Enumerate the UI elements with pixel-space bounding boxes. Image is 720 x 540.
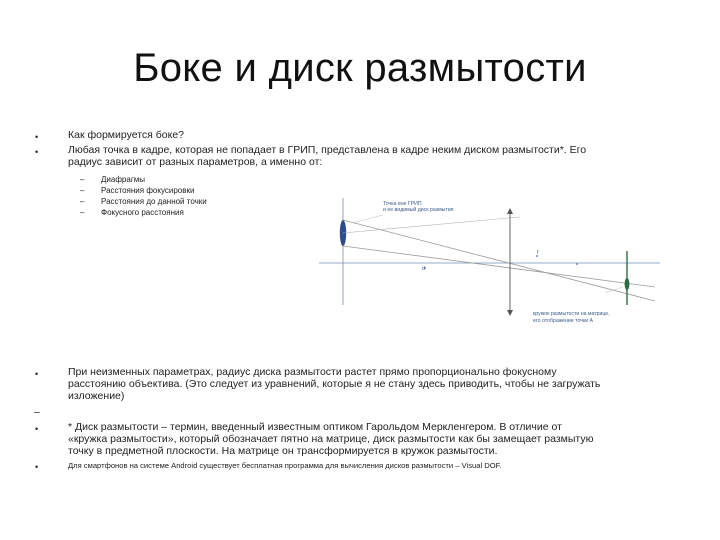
para-line-2: расстоянию объектива. (Это следует из уравнений, которые я не стану здесь приводить, чтобы не загружать (68, 378, 601, 390)
param-item-focal-length: Фокусного расстояния (101, 208, 184, 217)
leader-line (352, 215, 383, 223)
label-point-outside-dof-2: и ее видимый диск размытия (383, 207, 454, 213)
separator-dash: – (34, 406, 40, 418)
bullet-marker: • (35, 424, 39, 434)
optics-diagram-svg (315, 193, 660, 328)
ray-line (343, 246, 655, 287)
label-point-d: d (422, 266, 425, 272)
arrow-down-icon (507, 310, 513, 316)
note-line-3: точку в предметной плоскости. На матрице он трансформируется в кружок размытости. (68, 445, 498, 457)
bullet-marker: • (35, 462, 39, 472)
list-dash: – (80, 186, 85, 195)
ray-line (343, 217, 520, 233)
list-dash: – (80, 175, 85, 184)
bullet-marker: • (35, 147, 39, 157)
param-item-point-distance: Расстояния до данной точки (101, 197, 207, 206)
para-line-1: При неизменных параметрах, радиус диска размытости растет прямо пропорционально фокусному (68, 366, 557, 378)
optics-diagram (315, 193, 660, 328)
list-dash: – (80, 208, 85, 217)
intro-bullet-2-line-1: Любая точка в кадре, которая не попадает в ГРИП, представлена в кадре неким диском размытости*. Его (68, 144, 587, 156)
arrow-up-icon (507, 208, 513, 214)
list-dash: – (80, 197, 85, 206)
label-blur-circle-2: его отображение точки А (533, 318, 594, 324)
footnote-text: Для смартфонов на системе Android существует бесплатная программа для вычисления дисков размытости – Visual DOF. (68, 461, 502, 470)
label-point-f: f (537, 250, 539, 256)
param-item-focus-distance: Расстояния фокусировки (101, 186, 195, 195)
ray-line (343, 220, 655, 301)
intro-bullet-1: Как формируется боке? (68, 129, 185, 141)
label-blur-circle-1: кружок размытости на матрице, (533, 311, 610, 317)
bullet-marker: • (35, 132, 39, 142)
point-marker (576, 263, 578, 265)
note-line-1: * Диск размытости – термин, введенный известным оптиком Гарольдом Меркленгером. В отличие от (68, 421, 562, 433)
blur-circle-shape (625, 278, 630, 290)
note-line-2: «кружка размытости», который обозначает пятно на матрице, диск размытости как бы замещает размытую (68, 433, 594, 445)
intro-bullet-2-line-2: радиус зависит от разных параметров, а именно от: (68, 156, 323, 168)
slide-title: Боке и диск размытости (133, 46, 587, 90)
label-point-outside-dof-1: Точка вне ГРИП (383, 201, 422, 207)
bullet-marker: • (35, 369, 39, 379)
param-item-aperture: Диафрагмы (101, 175, 145, 184)
para-line-3: изложение) (68, 390, 125, 402)
